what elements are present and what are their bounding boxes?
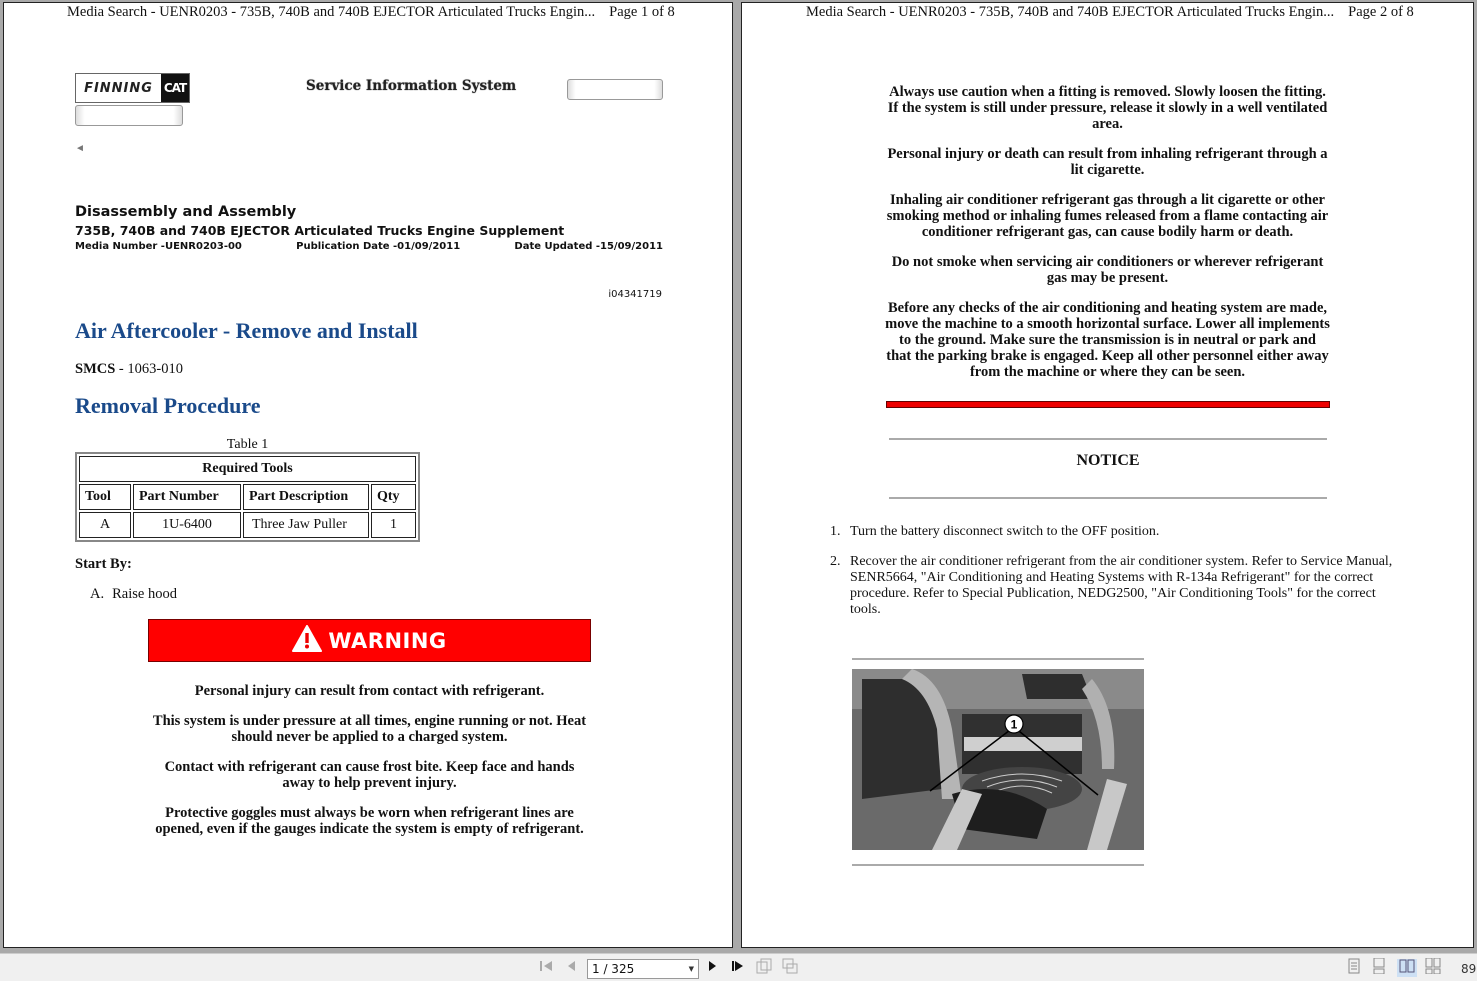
page-number-label: Page 1 of 8: [609, 4, 675, 20]
smcs-label: SMCS: [75, 361, 116, 377]
warning-paragraph: This system is under pressure at all times, engine running or not. Heat should never be applied to a charged system.: [152, 713, 587, 745]
next-page-button[interactable]: [704, 959, 722, 977]
column-header: Part Number: [133, 484, 241, 510]
document-meta: [75, 241, 663, 252]
warning-banner: [148, 619, 591, 662]
table-header-row: [79, 484, 416, 510]
step-text: Recover the air conditioner refrigerant from the air conditioner system. Refer to Service Manual, SENR5664, "Air Conditioning and Heating Systems with R-134a Refrigerant" for the correct procedure. Refer to Special Publication, NEDG2500, "Air Conditioning Tools" for the correct tools.: [850, 554, 1393, 617]
sis-title: Service Information System: [306, 78, 517, 94]
required-tools-table: [75, 452, 420, 542]
section-title: Removal Procedure: [75, 393, 261, 418]
figure-divider: [852, 864, 1144, 866]
column-header: Part Description: [243, 484, 369, 510]
single-page-icon: [1348, 958, 1360, 979]
step-number: 1.: [830, 524, 841, 539]
warning-paragraph: Personal injury or death can result from inhaling refrigerant through a lit cigarette.: [887, 146, 1328, 178]
warning-label: WARNING: [328, 628, 447, 653]
running-header-title: Media Search - UENR0203 - 735B, 740B and 740B EJECTOR Articulated Trucks Engin...: [67, 4, 596, 20]
warning-paragraph: Always use caution when a fitting is removed. Slowly loosen the fitting. If the system is still under pressure, release it slowly in a well ventilated area.: [887, 84, 1328, 132]
document-id: i04341719: [608, 289, 662, 300]
next-page-icon: [708, 959, 718, 977]
cat-logo-text: CAT: [161, 74, 189, 102]
step-text: Turn the battery disconnect switch to the OFF position.: [850, 524, 1160, 539]
date-updated: Date Updated -15/09/2011: [514, 241, 663, 252]
header-button-right[interactable]: [567, 79, 663, 100]
header-button-left[interactable]: [75, 105, 183, 126]
column-header: Tool: [79, 484, 131, 510]
back-arrow-icon[interactable]: ◄: [75, 143, 85, 154]
rotate-icon: [756, 958, 772, 979]
procedure-step: [830, 524, 1400, 540]
fit-icon: [782, 958, 798, 979]
page-number-value: 1 / 325: [592, 962, 635, 976]
notice-label: NOTICE: [1076, 452, 1140, 469]
figure-divider: [852, 658, 1144, 660]
page-number-label: Page 2 of 8: [1348, 4, 1414, 20]
single-page-mode-button[interactable]: [1345, 959, 1363, 977]
document-type: Disassembly and Assembly: [75, 204, 297, 220]
smcs-value: - 1063-010: [115, 361, 183, 377]
procedure-step: [830, 554, 1400, 618]
viewer-toolbar: [0, 953, 1477, 981]
two-page-icon: [1399, 959, 1415, 978]
aftercooler-photo: [852, 669, 1144, 850]
warning-text: [148, 683, 591, 851]
table-cell: 1: [371, 512, 416, 538]
rotate-button[interactable]: [755, 959, 773, 977]
step-number: 2.: [830, 554, 841, 569]
notice-divider: [889, 438, 1327, 440]
page-title: Air Aftercooler - Remove and Install: [75, 318, 418, 343]
page-1: [3, 2, 733, 948]
publication-date: Publication Date -01/09/2011: [296, 241, 461, 252]
document-subtitle: 735B, 740B and 740B EJECTOR Articulated Trucks Engine Supplement: [75, 223, 565, 238]
warning-text-continued: [885, 84, 1330, 394]
two-page-mode-button[interactable]: [1397, 959, 1417, 977]
warning-paragraph: Inhaling air conditioner refrigerant gas through a lit cigarette or other smoking method or inhaling fumes released from a flame contacting air conditioner refrigerant gas, can cause bodily harm or death.: [886, 192, 1329, 240]
running-header: [4, 4, 732, 21]
first-page-icon: [539, 959, 553, 977]
page-number-input[interactable]: [587, 959, 699, 979]
column-header: Qty: [371, 484, 416, 510]
last-page-icon: [731, 959, 745, 977]
finning-cat-logo: [75, 73, 190, 103]
warning-paragraph: Contact with refrigerant can cause frost bite. Keep face and hands away to help prevent injury.: [164, 759, 575, 791]
two-page-continuous-icon: [1425, 958, 1441, 979]
table-cell: A: [79, 512, 131, 538]
first-page-button[interactable]: [537, 959, 555, 977]
warning-paragraph: Protective goggles must always be worn when refrigerant lines are opened, even if the gauges indicate the system is empty of refrigerant.: [155, 805, 584, 837]
previous-page-icon: [566, 959, 576, 977]
continuous-mode-button[interactable]: [1370, 959, 1388, 977]
table-cell: 1U-6400: [133, 512, 241, 538]
table-cell: Three Jaw Puller: [243, 512, 369, 538]
last-page-button[interactable]: [729, 959, 747, 977]
warning-end-bar: [886, 401, 1330, 408]
smcs-code: [75, 361, 183, 378]
table-row: [79, 512, 416, 538]
list-item-text: Raise hood: [112, 586, 177, 602]
running-header: [742, 4, 1473, 21]
zoom-level[interactable]: 89: [1461, 962, 1477, 976]
figure-callout: 1: [1010, 717, 1018, 732]
procedure-steps: [830, 524, 1400, 632]
page-2: [741, 2, 1474, 948]
finning-logo-text: FINNING: [84, 80, 153, 96]
list-marker: A.: [90, 586, 105, 602]
page-dropdown-icon[interactable]: ▼: [688, 965, 694, 973]
fit-button[interactable]: [781, 959, 799, 977]
table-title: Required Tools: [79, 456, 416, 482]
two-page-continuous-mode-button[interactable]: [1424, 959, 1442, 977]
previous-page-button[interactable]: [562, 959, 580, 977]
table-caption: Table 1: [226, 437, 269, 452]
start-by-item: [90, 586, 177, 603]
continuous-icon: [1373, 958, 1385, 979]
media-number: Media Number -UENR0203-00: [75, 241, 242, 252]
warning-paragraph: Personal injury can result from contact with refrigerant.: [194, 683, 545, 699]
start-by-label: Start By:: [75, 556, 132, 572]
warning-triangle-icon: [292, 625, 322, 657]
running-header-title: Media Search - UENR0203 - 735B, 740B and 740B EJECTOR Articulated Trucks Engin...: [806, 4, 1335, 20]
notice-divider: [889, 497, 1327, 499]
warning-paragraph: Before any checks of the air conditioning and heating system are made, move the machine to a smooth horizontal surface. Lower all implements to the ground. Make sure the transmission is in neutral or park and that the parking brake is engaged. Keep all other personnel either away from the machine or where they can be seen.: [885, 300, 1330, 380]
warning-paragraph: Do not smoke when servicing air conditioners or wherever refrigerant gas may be present.: [891, 254, 1324, 286]
